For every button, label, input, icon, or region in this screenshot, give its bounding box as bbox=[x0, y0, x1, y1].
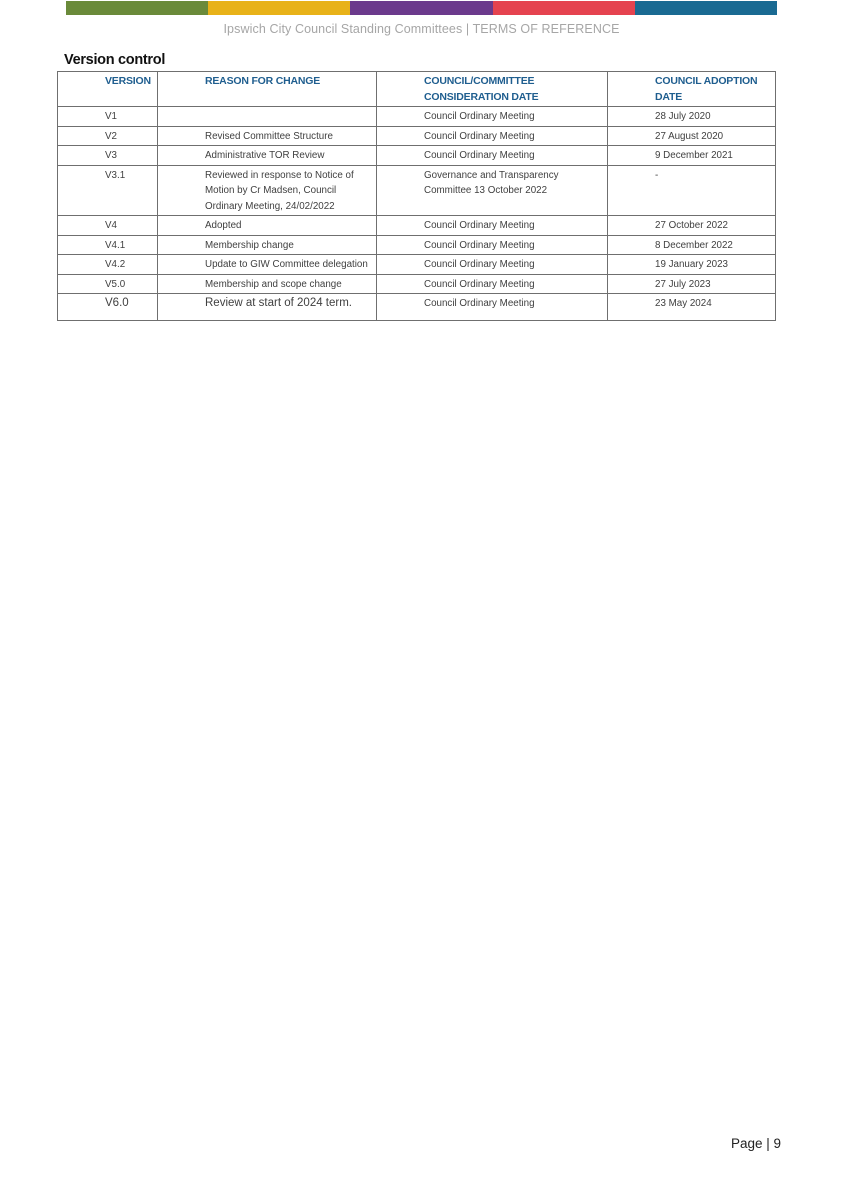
cell-reason: Adopted bbox=[158, 216, 377, 236]
cell-version: V1 bbox=[58, 107, 158, 127]
cell-reason: Administrative TOR Review bbox=[158, 146, 377, 166]
table-row bbox=[58, 126, 776, 146]
cell-adoption: 23 May 2024 bbox=[608, 294, 776, 321]
cell-version: V5.0 bbox=[58, 274, 158, 294]
cell-reason: Membership and scope change bbox=[158, 274, 377, 294]
running-header: Ipswich City Council Standing Committees | TERMS OF REFERENCE bbox=[223, 22, 620, 36]
color-segment-yellow bbox=[208, 1, 350, 15]
cell-reason: Review at start of 2024 term. bbox=[158, 294, 377, 321]
header-version: VERSION bbox=[58, 72, 158, 107]
cell-adoption: 9 December 2021 bbox=[608, 146, 776, 166]
cell-version: V3 bbox=[58, 146, 158, 166]
color-segment-green bbox=[66, 1, 208, 15]
cell-version: V3.1 bbox=[58, 165, 158, 216]
cell-consideration: Council Ordinary Meeting bbox=[377, 235, 608, 255]
color-segment-purple bbox=[350, 1, 492, 15]
cell-adoption: 27 July 2023 bbox=[608, 274, 776, 294]
cell-reason: Revised Committee Structure bbox=[158, 126, 377, 146]
cell-consideration: Council Ordinary Meeting bbox=[377, 294, 608, 321]
section-title: Version control bbox=[64, 52, 166, 68]
header-consideration-date: COUNCIL/COMMITTEE CONSIDERATION DATE bbox=[377, 72, 608, 107]
table-row bbox=[58, 216, 776, 236]
cell-adoption: - bbox=[608, 165, 776, 216]
cell-adoption: 27 August 2020 bbox=[608, 126, 776, 146]
cell-consideration: Council Ordinary Meeting bbox=[377, 146, 608, 166]
table-row bbox=[58, 107, 776, 127]
table-row bbox=[58, 235, 776, 255]
cell-version: V2 bbox=[58, 126, 158, 146]
cell-version: V6.0 bbox=[58, 294, 158, 321]
cell-adoption: 8 December 2022 bbox=[608, 235, 776, 255]
cell-reason: Membership change bbox=[158, 235, 377, 255]
cell-version: V4.2 bbox=[58, 255, 158, 275]
version-control-table bbox=[57, 71, 776, 321]
header-reason: REASON FOR CHANGE bbox=[158, 72, 377, 107]
cell-consideration: Council Ordinary Meeting bbox=[377, 126, 608, 146]
cell-adoption: 27 October 2022 bbox=[608, 216, 776, 236]
cell-consideration: Council Ordinary Meeting bbox=[377, 255, 608, 275]
cell-consideration: Council Ordinary Meeting bbox=[377, 274, 608, 294]
cell-reason bbox=[158, 107, 377, 127]
cell-version: V4.1 bbox=[58, 235, 158, 255]
table-row bbox=[58, 294, 776, 321]
table-row bbox=[58, 165, 776, 216]
cell-reason: Update to GIW Committee delegation bbox=[158, 255, 377, 275]
header-color-bar bbox=[66, 1, 777, 15]
color-segment-blue bbox=[635, 1, 777, 15]
table-row bbox=[58, 146, 776, 166]
cell-consideration: Council Ordinary Meeting bbox=[377, 107, 608, 127]
cell-reason: Reviewed in response to Notice of Motion by Cr Madsen, Council Ordinary Meeting, 24/02/2022 bbox=[158, 165, 377, 216]
cell-version: V4 bbox=[58, 216, 158, 236]
table-row bbox=[58, 255, 776, 275]
header-adoption-date: COUNCIL ADOPTION DATE bbox=[608, 72, 776, 107]
cell-adoption: 28 July 2020 bbox=[608, 107, 776, 127]
page-number: Page | 9 bbox=[730, 1136, 781, 1151]
cell-consideration: Governance and Transparency Committee 13 October 2022 bbox=[377, 165, 608, 216]
color-segment-red bbox=[493, 1, 635, 15]
cell-adoption: 19 January 2023 bbox=[608, 255, 776, 275]
table-header-row bbox=[58, 72, 776, 107]
table-row bbox=[58, 274, 776, 294]
cell-consideration: Council Ordinary Meeting bbox=[377, 216, 608, 236]
